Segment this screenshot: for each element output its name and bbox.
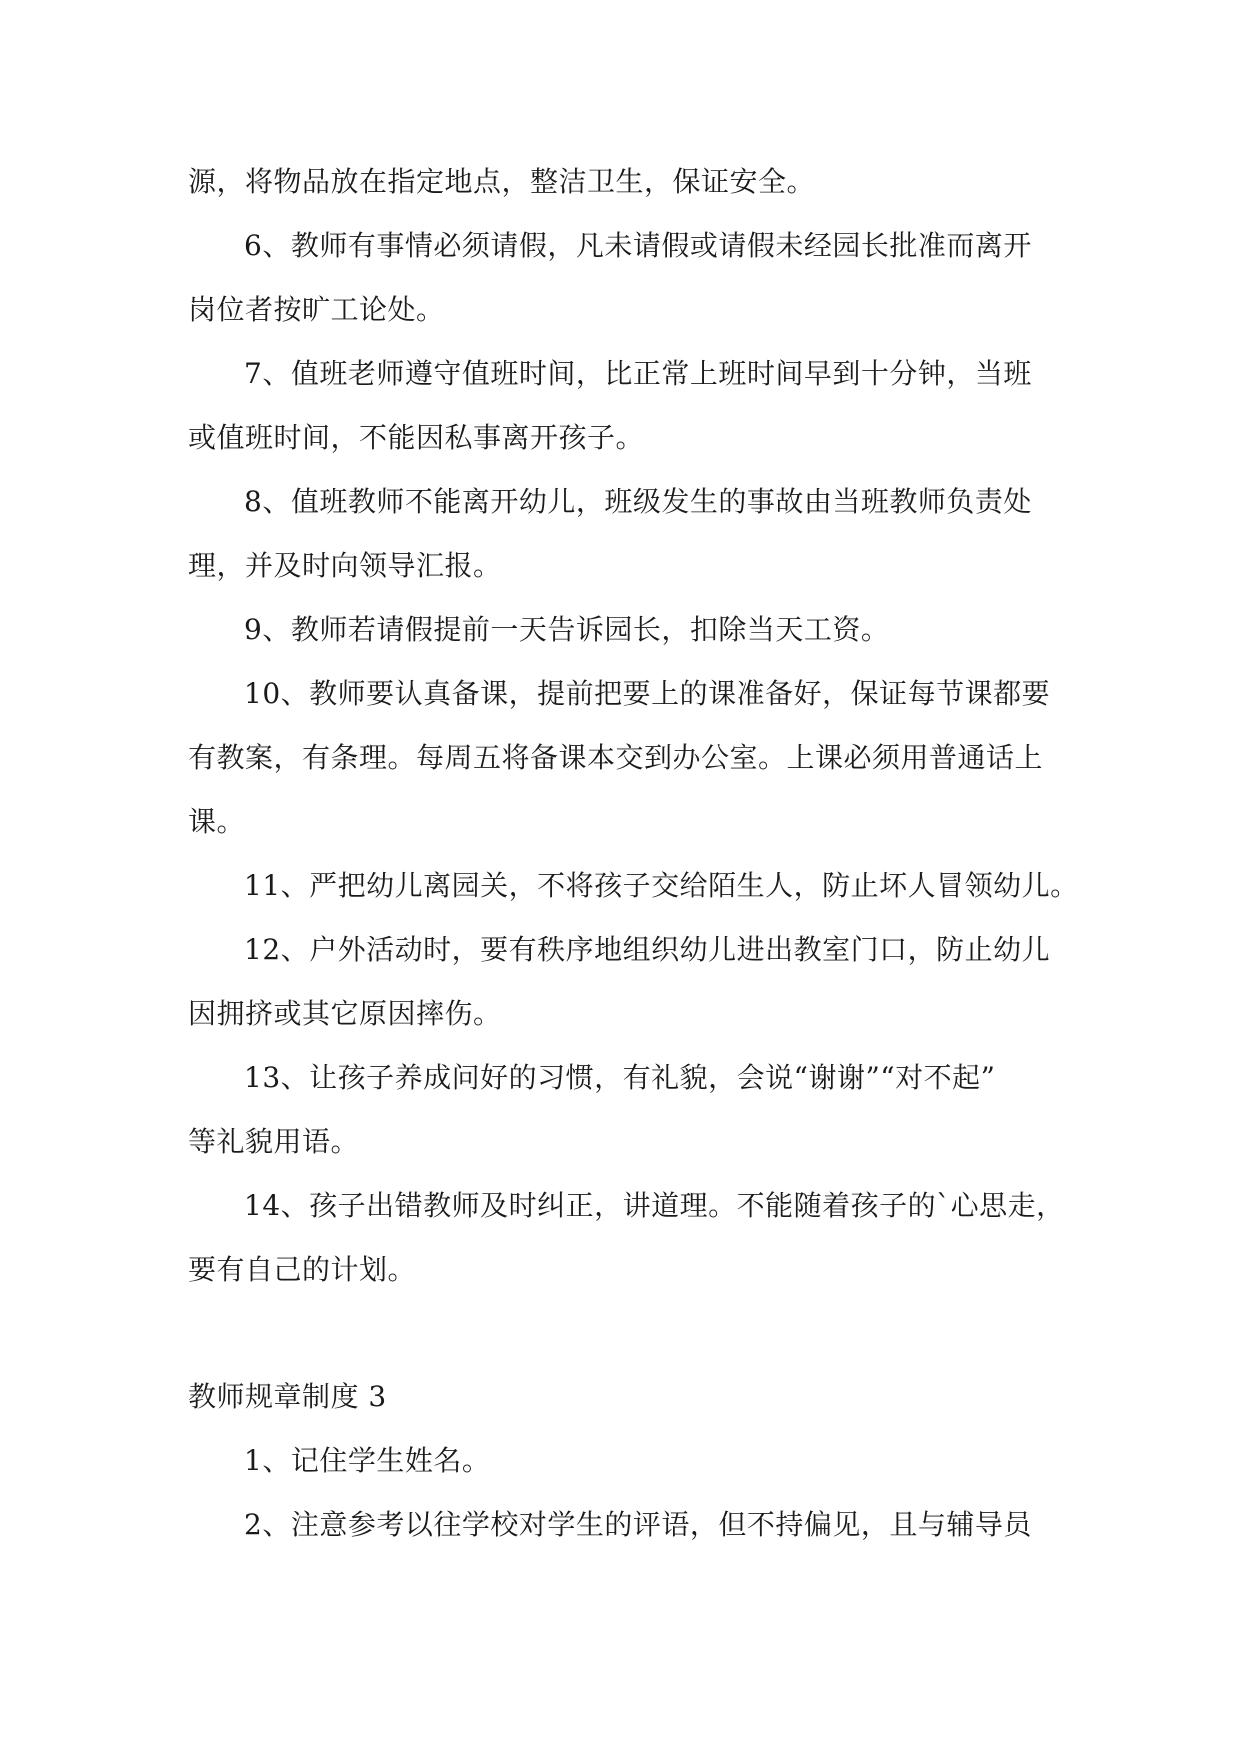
paragraph-line: 14、孩子出错教师及时纠正，讲道理。不能随着孩子的`心思走， bbox=[244, 1189, 1065, 1222]
paragraph-line: 要有自己的计划。 bbox=[188, 1253, 417, 1286]
paragraph-line: 课。 bbox=[188, 805, 246, 838]
paragraph-line: 理，并及时向领导汇报。 bbox=[188, 549, 502, 582]
paragraph-line: 9、教师若请假提前一天告诉园长，扣除当天工资。 bbox=[244, 613, 890, 646]
paragraph-line: 因拥挤或其它原因摔伤。 bbox=[188, 997, 502, 1030]
paragraph-line: 12、户外活动时，要有秩序地组织幼儿进出教室门口，防止幼儿 bbox=[244, 933, 1051, 966]
paragraph-line: 6、教师有事情必须请假，凡未请假或请假未经园长批准而离开 bbox=[244, 229, 1032, 262]
paragraph-line: 8、值班教师不能离开幼儿，班级发生的事故由当班教师负责处 bbox=[244, 485, 1032, 518]
paragraph-line: 岗位者按旷工论处。 bbox=[188, 293, 445, 326]
paragraph-line: 2、注意参考以往学校对学生的评语，但不持偏见，且与辅导员 bbox=[244, 1508, 1032, 1541]
paragraph-line: 1、记住学生姓名。 bbox=[244, 1444, 491, 1477]
paragraph-line: 等礼貌用语。 bbox=[188, 1125, 360, 1158]
paragraph-line: 10、教师要认真备课，提前把要上的课准备好，保证每节课都要 bbox=[244, 677, 1051, 710]
paragraph-line: 13、让孩子养成问好的习惯，有礼貌，会说“谢谢”“对不起” bbox=[244, 1061, 996, 1094]
paragraph-line: 11、严把幼儿离园关，不将孩子交给陌生人，防止坏人冒领幼儿。 bbox=[244, 869, 1079, 902]
section-heading: 教师规章制度 3 bbox=[188, 1380, 387, 1413]
paragraph-line: 源，将物品放在指定地点，整洁卫生，保证安全。 bbox=[188, 165, 816, 198]
paragraph-line: 有教案，有条理。每周五将备课本交到办公室。上课必须用普通话上 bbox=[188, 741, 1044, 774]
paragraph-line: 7、值班老师遵守值班时间，比正常上班时间早到十分钟，当班 bbox=[244, 357, 1032, 390]
paragraph-line: 或值班时间，不能因私事离开孩子。 bbox=[188, 421, 645, 454]
